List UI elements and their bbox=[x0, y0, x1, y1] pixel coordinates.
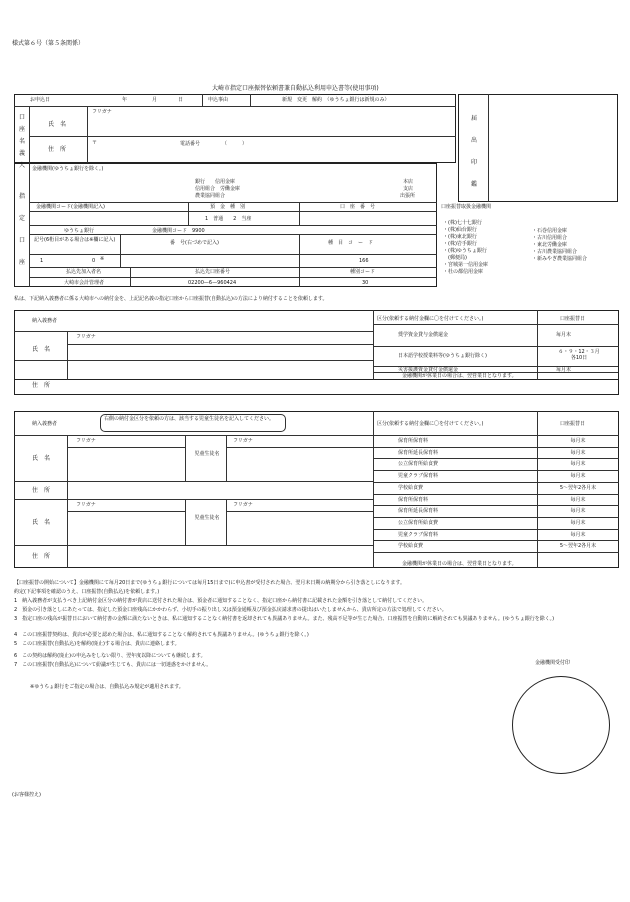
deposit-type-label: 預 金 種 別 bbox=[210, 204, 246, 210]
section1-payer-label: 納入義務者 bbox=[32, 318, 58, 324]
bank-list-item: ・古川農業協同組合 bbox=[532, 249, 578, 255]
section1-name-label: 氏 名 bbox=[32, 346, 51, 353]
section2-category-date: 毎月末 bbox=[570, 473, 586, 480]
section2-category-date: 毎月末 bbox=[570, 449, 586, 456]
bank-list-item: ・(株)岩手銀行 bbox=[443, 241, 477, 247]
payee-number-label: 払込先口座番号 bbox=[195, 269, 231, 275]
seal-box[interactable] bbox=[458, 94, 618, 202]
section2-category-item[interactable]: 学校給食費 bbox=[398, 484, 424, 491]
section2-address-label-2: 住 所 bbox=[32, 553, 51, 560]
section2-category-date: 毎月末 bbox=[570, 461, 586, 468]
bank-list-item: ・(株)ゆうちょ銀行 bbox=[443, 248, 487, 254]
bank-type-1[interactable]: 銀行 信用金庫 bbox=[195, 179, 236, 185]
date-label: お申込日 bbox=[30, 97, 51, 103]
section2-row-divider bbox=[373, 447, 619, 448]
section2-row-divider bbox=[373, 529, 619, 530]
section2-note: 金融機関が休業日の場合は、翌営業日となります。 bbox=[402, 561, 517, 567]
section2-child-furigana-2: フリガナ bbox=[233, 502, 253, 508]
section2-row-divider bbox=[373, 552, 619, 553]
reason-label: 申込事由 bbox=[208, 97, 229, 103]
bank-type-2[interactable]: 信用組合 労働金庫 bbox=[195, 186, 241, 192]
bank-label: 金融機関(ゆうちょ銀行を除く。) bbox=[32, 166, 104, 172]
bank-code-label: 金融機関コード(金融機関記入) bbox=[36, 204, 105, 210]
section1-lower bbox=[14, 360, 619, 395]
branch-type-1[interactable]: 本店 bbox=[403, 179, 414, 185]
section1-address-label: 住 所 bbox=[32, 382, 51, 389]
stamp-label: 金融機関受付印 bbox=[535, 660, 571, 666]
notes-item: 1 納入義務者が支払うべき上記納付金区分の納付書が貴店に送付された場合は、預金者に通知することなく、指定口座から納付書に記載された金額を引き落として納付してください。 bbox=[14, 598, 428, 604]
section1-row-2[interactable]: 日本語学校授業料等(ゆうちょ銀行除く) bbox=[398, 353, 487, 359]
account-holder-label: 口座名義人 bbox=[18, 114, 25, 169]
section2-category-item[interactable]: 学校給食費 bbox=[398, 543, 424, 550]
bank-list-item: ・(株)東北銀行 bbox=[443, 234, 477, 240]
section2-date-header: 口座振替日 bbox=[560, 421, 586, 427]
section2-row-divider bbox=[373, 505, 619, 506]
symbol-zero: 0 bbox=[92, 258, 96, 264]
section2-category-date: 5～翌年2各月末 bbox=[559, 543, 597, 550]
deposit-type-options[interactable]: 1 普通 2 当座 bbox=[205, 216, 252, 222]
designated-account-label: 指定口座 bbox=[18, 193, 25, 266]
section2-category-item[interactable]: 児童クラブ保育料 bbox=[398, 473, 439, 480]
section2-callout: 右側の納付金区分を依頼の方は、該当する児童生徒名を記入してください。 bbox=[104, 416, 275, 422]
bank-list-title: 口座振替取扱金融機関 bbox=[441, 204, 492, 210]
bank-list-item: ・杜の都信用金庫 bbox=[443, 269, 484, 275]
section2-row-divider bbox=[373, 517, 619, 518]
section1-date-3: 毎月末 bbox=[556, 367, 572, 373]
applicant-furigana: フリガナ bbox=[92, 109, 112, 115]
section2-category-date: 毎月末 bbox=[570, 438, 586, 444]
form-title: 大崎市指定口座振替依頼書兼自動払込利用申込書等(使用事項) bbox=[212, 85, 379, 92]
yucho-code: 金融機関コード 9900 bbox=[152, 228, 205, 234]
notes-agree: 約定(下記事項を確認のうえ、口座振替(自動払込)を依頼します。) bbox=[14, 589, 160, 595]
section2-row-divider bbox=[373, 458, 619, 459]
section2-category-date: 毎月末 bbox=[570, 531, 586, 538]
branch-type-2[interactable]: 支店 bbox=[403, 186, 414, 192]
section1-date-header: 口座振替日 bbox=[560, 316, 586, 322]
notes-item: 7 この口座振替(自動払込)について紛議が生じても、貴店には一切迷惑をかけません。 bbox=[14, 662, 212, 668]
reception-stamp-circle[interactable] bbox=[512, 676, 610, 774]
section2-row-divider bbox=[373, 482, 619, 483]
notes-item: 3 指定口座の残高が振替日において納付書の金額に満たないときは、私に通知することなく納付書を返却されても異議ありません。また、残高不足等が生じた場合、口座振替を自動的に解約されても異議ありません。(ゆうちょ銀行を除く。) bbox=[14, 616, 555, 622]
yucho-note: ※ゆうちょ銀行をご指定の場合は、自動払込み規定が適用されます。 bbox=[30, 684, 184, 690]
reason-options[interactable]: 新規 変更 解約 （ゆうちょ銀行は新規のみ） bbox=[282, 97, 390, 103]
applicant-block bbox=[14, 94, 456, 163]
section2-address-label-1: 住 所 bbox=[32, 487, 51, 494]
section2-category-item[interactable]: 公立保育所給食費 bbox=[398, 461, 439, 468]
type-code-value: 166 bbox=[359, 258, 369, 264]
phone-label: 電話番号 bbox=[180, 141, 201, 147]
notes-item: 2 預金の引き落としにあたっては、指定した預金口座残高にかかわらず、小切手の振り出し又は預金通帳及び預金払戻請求書の提出はいたしませんから、貴店所定の方法で処理してください。 bbox=[14, 607, 447, 613]
payee-name-label: 払込先加入者名 bbox=[66, 269, 102, 275]
bank-list-item: ・新みやぎ農業協同組合 bbox=[532, 256, 588, 262]
symbol-mark: ※ bbox=[100, 256, 105, 262]
seal-label: 届出印鑑 bbox=[470, 115, 477, 188]
consent-text: 私は、下記納入義務者に係る大崎市への納付金を、上記記名義の指定口座から口座振替(自動払込)の方法により納付することを依頼します。 bbox=[14, 296, 328, 302]
yucho-label: ゆうちょ銀行 bbox=[64, 228, 95, 234]
bank-list-item: ・古川信用組合 bbox=[532, 235, 568, 241]
symbol-label: 記号(6桁目がある場合は※欄に記入) bbox=[34, 237, 116, 243]
section1-furigana: フリガナ bbox=[76, 334, 96, 340]
section2-row-divider bbox=[373, 540, 619, 541]
notes-item: 6 この契約は解約(廃止)の申込みをしない限り、翌年度以降についても継続します。 bbox=[14, 653, 206, 659]
applicant-address-label: 住 所 bbox=[48, 146, 67, 153]
section1-row-1[interactable]: 奨学資金貸与金償還金 bbox=[398, 332, 449, 338]
branch-type-3[interactable]: 出張所 bbox=[400, 193, 416, 199]
date-year[interactable]: 年 bbox=[122, 97, 128, 103]
notes-item: 4 この口座振替契約は、貴店が必要と認めた場合は、私に通知することなく解約されても異議ありません。(ゆうちょ銀行を除く。) bbox=[14, 632, 309, 638]
section2-furigana-2: フリガナ bbox=[76, 502, 96, 508]
applicant-name-label: 氏 名 bbox=[48, 121, 67, 128]
notes-start: 【口座振替の開始について】金融機関にて毎月20日まで(ゆうちょ銀行については毎月15日まで)に申込書が受付された場合、翌月末日期の納期分から引き落としになります。 bbox=[14, 580, 406, 586]
payee-name: 大崎市会計管理者 bbox=[64, 280, 105, 286]
type-code-label: 種 目 コ ー ド bbox=[328, 240, 374, 246]
section1-row-3[interactable]: 災害援護資金貸付金償還金 bbox=[398, 367, 459, 373]
bank-list-item: ・東北労働金庫 bbox=[532, 242, 568, 248]
bank-list-item: ・(株)七十七銀行 bbox=[443, 220, 482, 226]
section2-row-divider bbox=[373, 494, 619, 495]
section2-category-date: 5～翌年2各月末 bbox=[559, 484, 597, 491]
section2-category-item[interactable]: 公立保育所給食費 bbox=[398, 519, 439, 526]
phone-parens[interactable]: （ ） bbox=[222, 141, 248, 147]
section1-date-1: 毎月末 bbox=[556, 332, 572, 338]
payee-number: 02200—6—960424 bbox=[188, 280, 237, 286]
section2-category-item[interactable]: 児童クラブ保育料 bbox=[398, 531, 439, 538]
bank-type-3[interactable]: 農業協同組合 bbox=[195, 193, 226, 199]
bank-list-item: ・宮城第一信用金庫 bbox=[443, 262, 489, 268]
section2-category-header: 区分(依頼する納付金欄に〇を付けてください。) bbox=[377, 421, 484, 427]
type-code-label-2: 種別コード bbox=[350, 269, 376, 275]
section1-note: 金融機関が休業日の場合は、翌営業日となります。 bbox=[402, 373, 517, 379]
section2-category-item[interactable]: 保育所延長保育料 bbox=[398, 449, 439, 456]
section2-payer-label: 納入義務者 bbox=[32, 421, 58, 427]
notes-item: 5 この口座振替(自動払込)を解約(廃止)する場合は、貴店に連絡します。 bbox=[14, 641, 180, 647]
date-month[interactable]: 月 bbox=[152, 97, 158, 103]
bank-list-item: (郵便局) bbox=[443, 255, 467, 261]
section2-name-label-1: 氏 名 bbox=[32, 455, 51, 462]
account-number-label: 口 座 番 号 bbox=[340, 204, 376, 210]
date-day[interactable]: 日 bbox=[178, 97, 184, 103]
type-code-value-2: 30 bbox=[362, 280, 369, 286]
section2-child-label-1: 児童生徒名 bbox=[194, 451, 220, 457]
postal-mark: 〒 bbox=[92, 140, 98, 146]
section2-category-item[interactable]: 保育所保育料 bbox=[398, 496, 429, 503]
bank-list-item: ・(株)仙台銀行 bbox=[443, 227, 477, 233]
number-label: 番 号(右づめで記入) bbox=[170, 240, 219, 246]
footer-copy-label: (お客様控え) bbox=[12, 792, 41, 798]
bank-list-item: ・石巻信用金庫 bbox=[532, 228, 568, 234]
section2-category-item[interactable]: 保育所延長保育料 bbox=[398, 508, 439, 515]
section2-category-date: 毎月末 bbox=[570, 519, 586, 526]
section2-child-furigana-1: フリガナ bbox=[233, 438, 253, 444]
symbol-first-digit: 1 bbox=[40, 258, 44, 264]
section2-category-item[interactable]: 保育所保育料 bbox=[398, 438, 429, 444]
section2-furigana-1: フリガナ bbox=[76, 438, 96, 444]
section2-child-label-2: 児童生徒名 bbox=[194, 515, 220, 521]
section2-category-date: 毎月末 bbox=[570, 496, 586, 503]
section1-category-header: 区分(依頼する納付金欄に〇を付けてください。) bbox=[377, 316, 484, 322]
section1-date-2: ６・９・12・３月各10日 bbox=[558, 349, 600, 361]
section2-row-divider bbox=[373, 470, 619, 471]
section2-name-label-2: 氏 名 bbox=[32, 519, 51, 526]
form-number: 様式第６号（第５条関係） bbox=[12, 40, 85, 47]
section2-category-date: 毎月末 bbox=[570, 508, 586, 515]
